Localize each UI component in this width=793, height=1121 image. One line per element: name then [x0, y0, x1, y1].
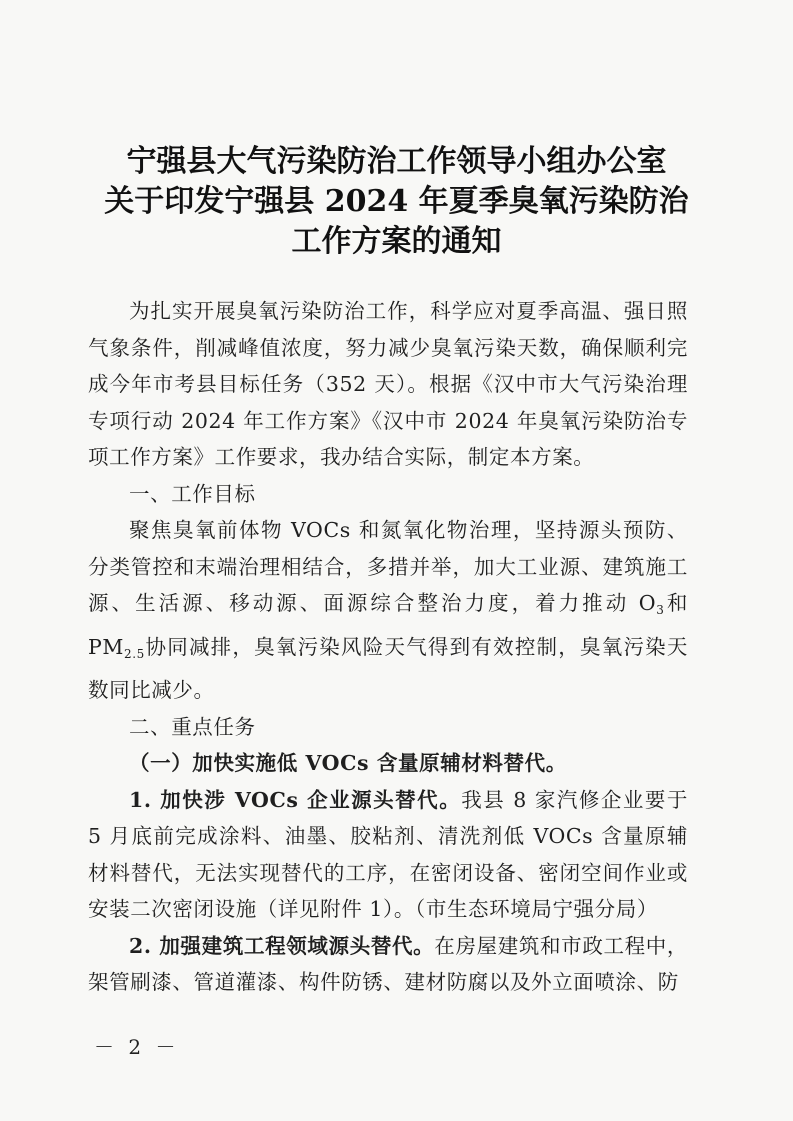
section-1-paragraph: [88, 512, 688, 709]
document-title: [0, 142, 793, 262]
section-1-text-c: 协同减排，臭氧污染风险天气得到有效控制，臭氧污染天数同比减少。: [88, 634, 688, 702]
task-item-2-title: 2. 加强建筑工程领域源头替代。: [129, 933, 435, 958]
section-1-text-b: 和 PM: [88, 591, 688, 659]
page-number: － 2 －: [94, 1035, 180, 1059]
title-line-1: 宁强县大气污染防治工作领导小组办公室: [126, 144, 667, 179]
task-item-1-title: 1. 加快涉 VOCs 企业源头替代。: [129, 787, 462, 812]
section-2-heading: 二、重点任务: [129, 714, 256, 739]
title-line-2: 关于印发宁强县 2024 年夏季臭氧污染防治: [104, 184, 689, 219]
task-item-2: [88, 928, 688, 1001]
task-item-1-text: 我县 8 家汽修企业要于 5 月底前完成涂料、油墨、胶粘剂、清洗剂低 VOCs 含量原辅材料替代，无法实现替代的工序，在密闭设备、密闭空间作业或安装二次密闭设施（详见附件 1）。（市生态环境局宁强分局）: [88, 787, 688, 921]
section-1-heading: 一、工作目标: [129, 481, 256, 506]
task-item-1: [88, 782, 688, 928]
o3-subscript: 3: [656, 603, 665, 617]
document-body: [88, 293, 688, 1001]
pm25-subscript: 2.5: [123, 646, 145, 661]
title-line-3: 工作方案的通知: [291, 224, 502, 259]
intro-paragraph: 为扎实开展臭氧污染防治工作，科学应对夏季高温、强日照气象条件，削减峰值浓度，努力减少臭氧污染天数，确保顺利完成今年市考县目标任务（352 天）。根据《汉中市大气污染治理专项行动 2024 年工作方案》《汉中市 2024 年臭氧污染防治专项工作方案》工作要求，我办结合实际，制定本方案。: [88, 299, 688, 469]
section-2-subheading: （一）加快实施低 VOCs 含量原辅材料替代。: [129, 751, 567, 775]
task-item-2-text: 在房屋建筑和市政工程中，架管刷漆、管道灌漆、构件防锈、建材防腐以及外立面喷涂、防: [88, 933, 689, 994]
section-1-text-a: 聚焦臭氧前体物 VOCs 和氮氧化物治理，坚持源头预防、分类管控和末端治理相结合，多措并举，加大工业源、建筑施工源、生活源、移动源、面源综合整治力度，着力推动 O: [88, 518, 688, 615]
